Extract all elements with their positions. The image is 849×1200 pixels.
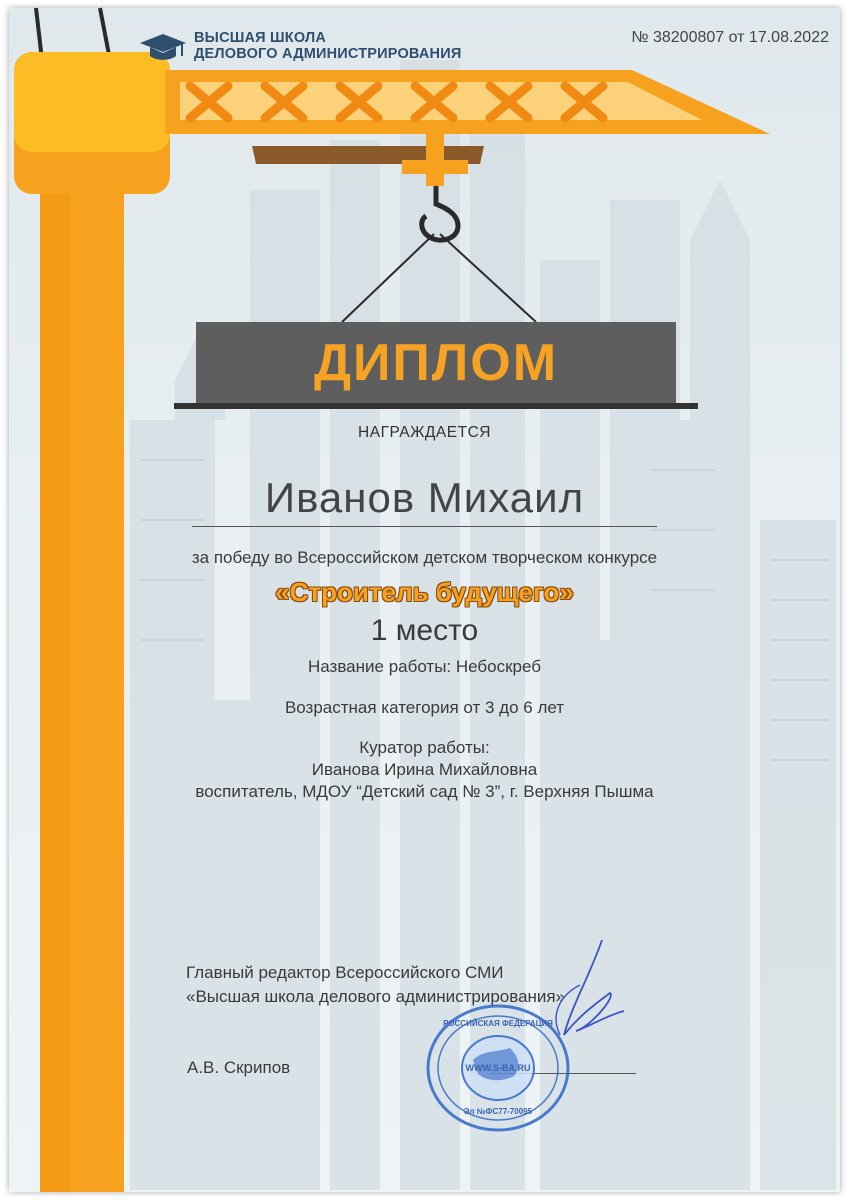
editor-line-1: Главный редактор Всероссийского СМИ bbox=[186, 963, 504, 982]
handwritten-signature bbox=[520, 935, 640, 1055]
diploma-title: ДИПЛОМ bbox=[313, 334, 559, 392]
award-reason: за победу во Всероссийском детском творческом конкурсе bbox=[191, 548, 658, 567]
document-number: № 38200807 от 17.08.2022 bbox=[631, 29, 829, 46]
logo-line-2: ДЕЛОВОГО АДМИНИСТРИРОВАНИЯ bbox=[194, 46, 462, 62]
organization-logo-text bbox=[194, 30, 461, 62]
recipient-name: Иванов Михаил bbox=[264, 474, 585, 521]
recipient-underline bbox=[192, 526, 657, 527]
contest-name: «Строитель будущего» bbox=[275, 577, 574, 607]
awarded-label: НАГРАЖДАЕТСЯ bbox=[358, 424, 491, 441]
work-title: Название работы: Небоскреб bbox=[308, 657, 541, 676]
stamp-url: WWW.S-BA.RU bbox=[465, 1063, 531, 1073]
curator-label: Куратор работы: bbox=[359, 738, 490, 757]
signer-name: А.В. Скрипов bbox=[187, 1058, 291, 1077]
age-category: Возрастная категория от 3 до 6 лет bbox=[284, 698, 565, 717]
curator-name: Иванова Ирина Михайловна bbox=[311, 760, 538, 779]
stamp-reg-text: Эл №ФС77-70095 bbox=[463, 1107, 533, 1116]
curator-block bbox=[0, 737, 849, 803]
curator-position: воспитатель, МДОУ “Детский сад № 3”, г. Верхняя Пышма bbox=[195, 782, 654, 801]
place-text: 1 место bbox=[370, 614, 479, 647]
editor-line-2: «Высшая школа делового администрирования» bbox=[186, 987, 566, 1006]
stamp-ring-text: РОССИЙСКАЯ ФЕДЕРАЦИЯ bbox=[443, 1019, 553, 1028]
logo-line-1: ВЫСШАЯ ШКОЛА bbox=[194, 30, 327, 46]
graduation-cap-icon bbox=[138, 32, 188, 62]
